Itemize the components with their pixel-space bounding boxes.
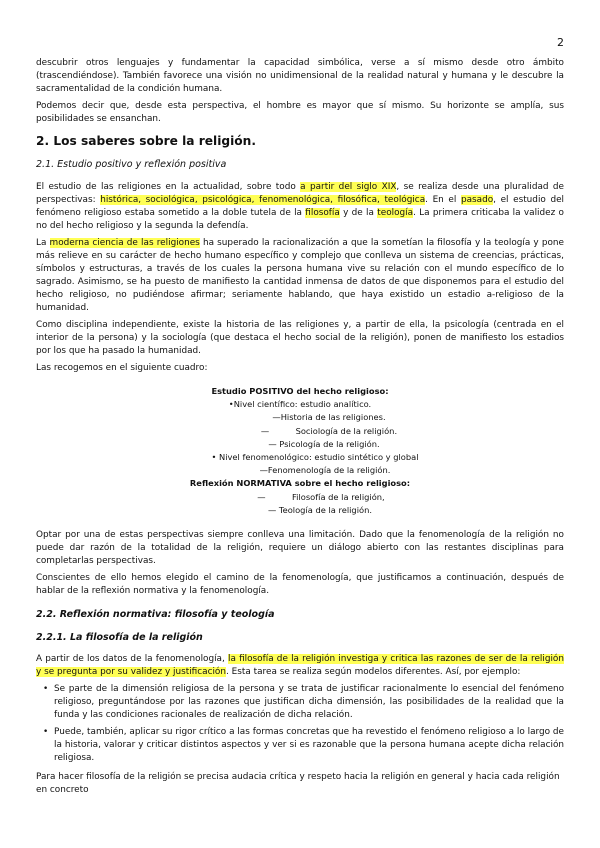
- intro-paragraph-2: Podemos decir que, desde esta perspectiva, el hombre es mayor que sí mismo. Su horizonte se amplía, sus posibilidades se ensanchan.: [36, 101, 564, 124]
- highlight-filosofia: filosofía: [305, 208, 340, 218]
- subsection-2-2-1-title: 2.2.1. La filosofía de la religión: [36, 632, 203, 644]
- paragraph-conclusion: Para hacer filosofía de la religión se precisa audacia crítica y respeto hacia la religión en general y hacia cada religión en concreto: [36, 772, 560, 796]
- text-run: El estudio de las religiones en la actualidad, sobre todo: [36, 182, 301, 192]
- summary-table: [36, 385, 564, 517]
- cuadro-line: —Fenomenología de la religión.: [259, 465, 391, 476]
- paragraph-study-religions: [36, 181, 564, 233]
- text-run: . En el: [425, 195, 461, 205]
- cuadro-line: •Nivel científico: estudio analítico.: [228, 399, 372, 410]
- highlight-pasado: pasado: [460, 195, 494, 205]
- cuadro-line: —Historia de las religiones.: [272, 412, 386, 423]
- text-run: , se realiza desde una pluralidad de perspectivas:: [36, 182, 565, 205]
- paragraph-independent-discipline: Como disciplina independiente, existe la historia de las religiones y, a partir de ella, la psicología (centrada en el interior de la persona) y la sociología (que destaca el hecho social de la religión), ponen de manifiesto los estadios por los que ha pasado la humanidad.: [36, 320, 564, 356]
- page-content: [36, 57, 564, 801]
- paragraph-limitation: Optar por una de estas perspectivas siempre conlleva una limitación. Dado que la fenomenología de la religión no puede dar razón de la totalidad de la religión, requiere un diálogo abierto con las restantes disciplinas para completarlas perspectivas.: [36, 530, 564, 567]
- cuadro-line: — Filosofía de la religión,: [257, 491, 385, 502]
- paragraph-modern-science: [36, 237, 564, 315]
- cuadro-line: — Psicología de la religión.: [268, 438, 380, 449]
- highlight-teologia: teología: [377, 208, 414, 218]
- cuadro-heading-normative: Reflexión NORMATIVA sobre el hecho religioso:: [189, 478, 411, 489]
- highlight-moderna-ciencia: moderna ciencia de las religiones: [49, 238, 200, 248]
- text-run: La: [36, 238, 50, 248]
- list-item-text: Puede, también, aplicar su rigor crítico a las formas concretas que ha revestido el fenómeno religioso a lo largo de la historia, valorar y criticar distintos aspectos y ver si es razonable que la persona humana acepte dicha relación religiosa.: [54, 727, 564, 764]
- bullet-icon: •: [43, 684, 49, 695]
- text-run: A partir de los datos de la fenomenología,: [36, 654, 228, 665]
- subsection-2-2-title: 2.2. Reflexión normativa: filosofía y teología: [36, 609, 275, 621]
- list-item: [43, 683, 564, 722]
- bullet-icon: •: [43, 727, 49, 738]
- intro-paragraph-1: descubrir otros lenguajes y fundamentar la capacidad simbólica, verse a sí mismo desde otro ámbito (trascendiéndose). También favorece una visión no unidimensional de la realidad natural y humana y le descubre la sacramentalidad de la condición humana.: [36, 58, 564, 94]
- paragraph-philosophy-religion: [36, 653, 564, 679]
- page-number: 2: [557, 36, 564, 49]
- highlight-siglo-xix: a partir del siglo XIX: [300, 182, 397, 192]
- cuadro-line: — Sociología de la religión.: [260, 425, 398, 436]
- cuadro-line: • Nivel fenomenológico: estudio sintético y global: [211, 452, 419, 463]
- text-run: . La primera criticaba la validez o no del hecho religioso y la segunda la defendía.: [36, 208, 564, 231]
- text-run: ha superado la racionalización a que la sometían la filosofía y la teología y pone más relieve en su carácter de hecho humano específico y complejo que conlleva un sistema de creencias, prácticas, símbolos y estructuras, a través de los cuales la persona humana vive su relación con el mundo específico de lo sagrado. Asimismo, se ha puesto de manifiesto la cantidad inmensa de datos de que disponemos para el estudio del hecho religioso, no pudiéndose afirmar; seriamente hablando, que haya existido un estadio a-religioso de la humanidad.: [36, 238, 564, 313]
- list-item: [43, 726, 564, 765]
- text-run: y de la: [339, 208, 378, 218]
- paragraph-phenomenology-choice: Conscientes de ello hemos elegido el camino de la fenomenología, que justificamos a continuación, después de hablar de la reflexión normativa y la fenomenología.: [36, 573, 564, 597]
- list-item-text: Se parte de la dimensión religiosa de la persona y se trata de justificar racionalmente lo esencial del fenómeno religioso, preguntándose por las razones que justifican dicha dimensión, las posibilidades de la realidad que la funda y las condiciones racionales de realización de dicha relación.: [54, 684, 564, 721]
- paragraph-cuadro-intro: Las recogemos en el siguiente cuadro:: [36, 363, 208, 373]
- text-run: . Esta tarea se realiza según modelos diferentes. Así, por ejemplo:: [226, 667, 521, 678]
- highlight-perspectives: histórica, sociológica, psicológica, fenomenológica, filosófica, teológica: [100, 195, 426, 205]
- section-2-title: 2. Los saberes sobre la religión.: [36, 134, 256, 148]
- highlight-filosofia-investiga: la filosofía de la religión investiga y critica las razones de ser de la religión y se pregunta por su validez y justificación: [36, 654, 564, 678]
- models-list: [36, 683, 564, 765]
- subsection-2-1-title: 2.1. Estudio positivo y reflexión positiva: [36, 159, 227, 170]
- text-run: , el estudio del fenómeno religioso estaba sometido a la doble tutela de la: [36, 195, 564, 218]
- cuadro-heading-positive: Estudio POSITIVO del hecho religioso:: [211, 386, 389, 396]
- cuadro-line: — Teología de la religión.: [268, 504, 372, 515]
